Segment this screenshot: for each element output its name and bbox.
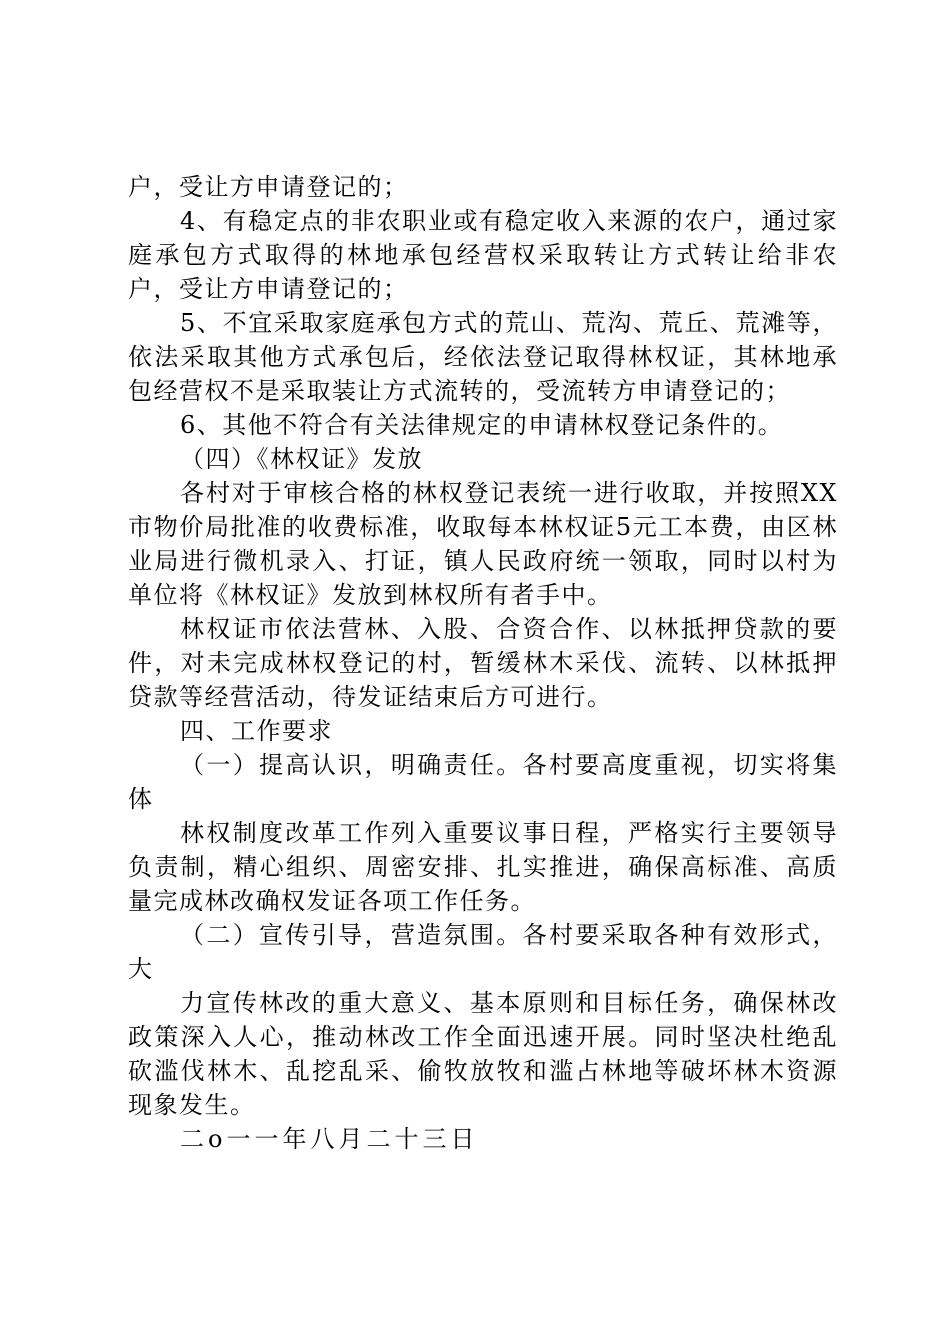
paragraph-requirement-1-body: 林权制度改革工作列入重要议事日程，严格实行主要领导负责制，精心组织、周密安排、扎实推进，确保高标准、高质量完成林改确权发证各项工作任务。 [128, 819, 838, 915]
paragraph-certificate-requirement: 林权证市依法营林、入股、合资合作、以林抵押贷款的要件，对未完成林权登记的村，暂缓林木采伐、流转、以林抵押贷款等经营活动，待发证结束后方可进行。 [128, 615, 838, 711]
section-heading-4: （四）《林权证》发放 [180, 445, 423, 473]
paragraph-item-5: 5、不宜采取家庭承包方式的荒山、荒沟、荒丘、荒滩等，依法采取其他方式承包后，经依法登记取得林权证，其林地承包经营权不是采取装让方式流转的，受流转方申请登记的； [128, 309, 838, 405]
document-date: 二o一一年八月二十三日 [180, 1125, 479, 1153]
paragraph-item-6: 6、其他不符合有关法律规定的申请林权登记条件的。 [180, 411, 784, 439]
paragraph-certificate-issuance: 各村对于审核合格的林权登记表统一进行收取，并按照XX市物价局批准的收费标准，收取每本林权证5元工本费，由区林业局进行微机录入、打证，镇人民政府统一领取，同时以村为单位将《林权证》发放到林权所有者手中。 [128, 479, 838, 609]
paragraph-continuation: 户，受让方申请登记的； [128, 173, 409, 201]
paragraph-requirement-1-heading: （一）提高认识，明确责任。各村要高度重视，切实将集体 [128, 751, 838, 813]
paragraph-requirement-2-heading: （二）宣传引导，营造氛围。各村要采取各种有效形式，大 [128, 921, 838, 983]
document-page [128, 170, 838, 1156]
paragraph-item-4: 4、有稳定点的非农职业或有稳定收入来源的农户，通过家庭承包方式取得的林地承包经营权采取转让方式转让给非农户，受让方申请登记的； [128, 207, 838, 303]
paragraph-requirement-2-body: 力宣传林改的重大意义、基本原则和目标任务，确保林改政策深入人心，推动林改工作全面迅速开展。同时坚决杜绝乱砍滥伐林木、乱挖乱采、偷牧放牧和滥占林地等破坏林木资源现象发生。 [128, 989, 838, 1119]
section-heading-work-requirements: 四、工作要求 [180, 717, 333, 745]
